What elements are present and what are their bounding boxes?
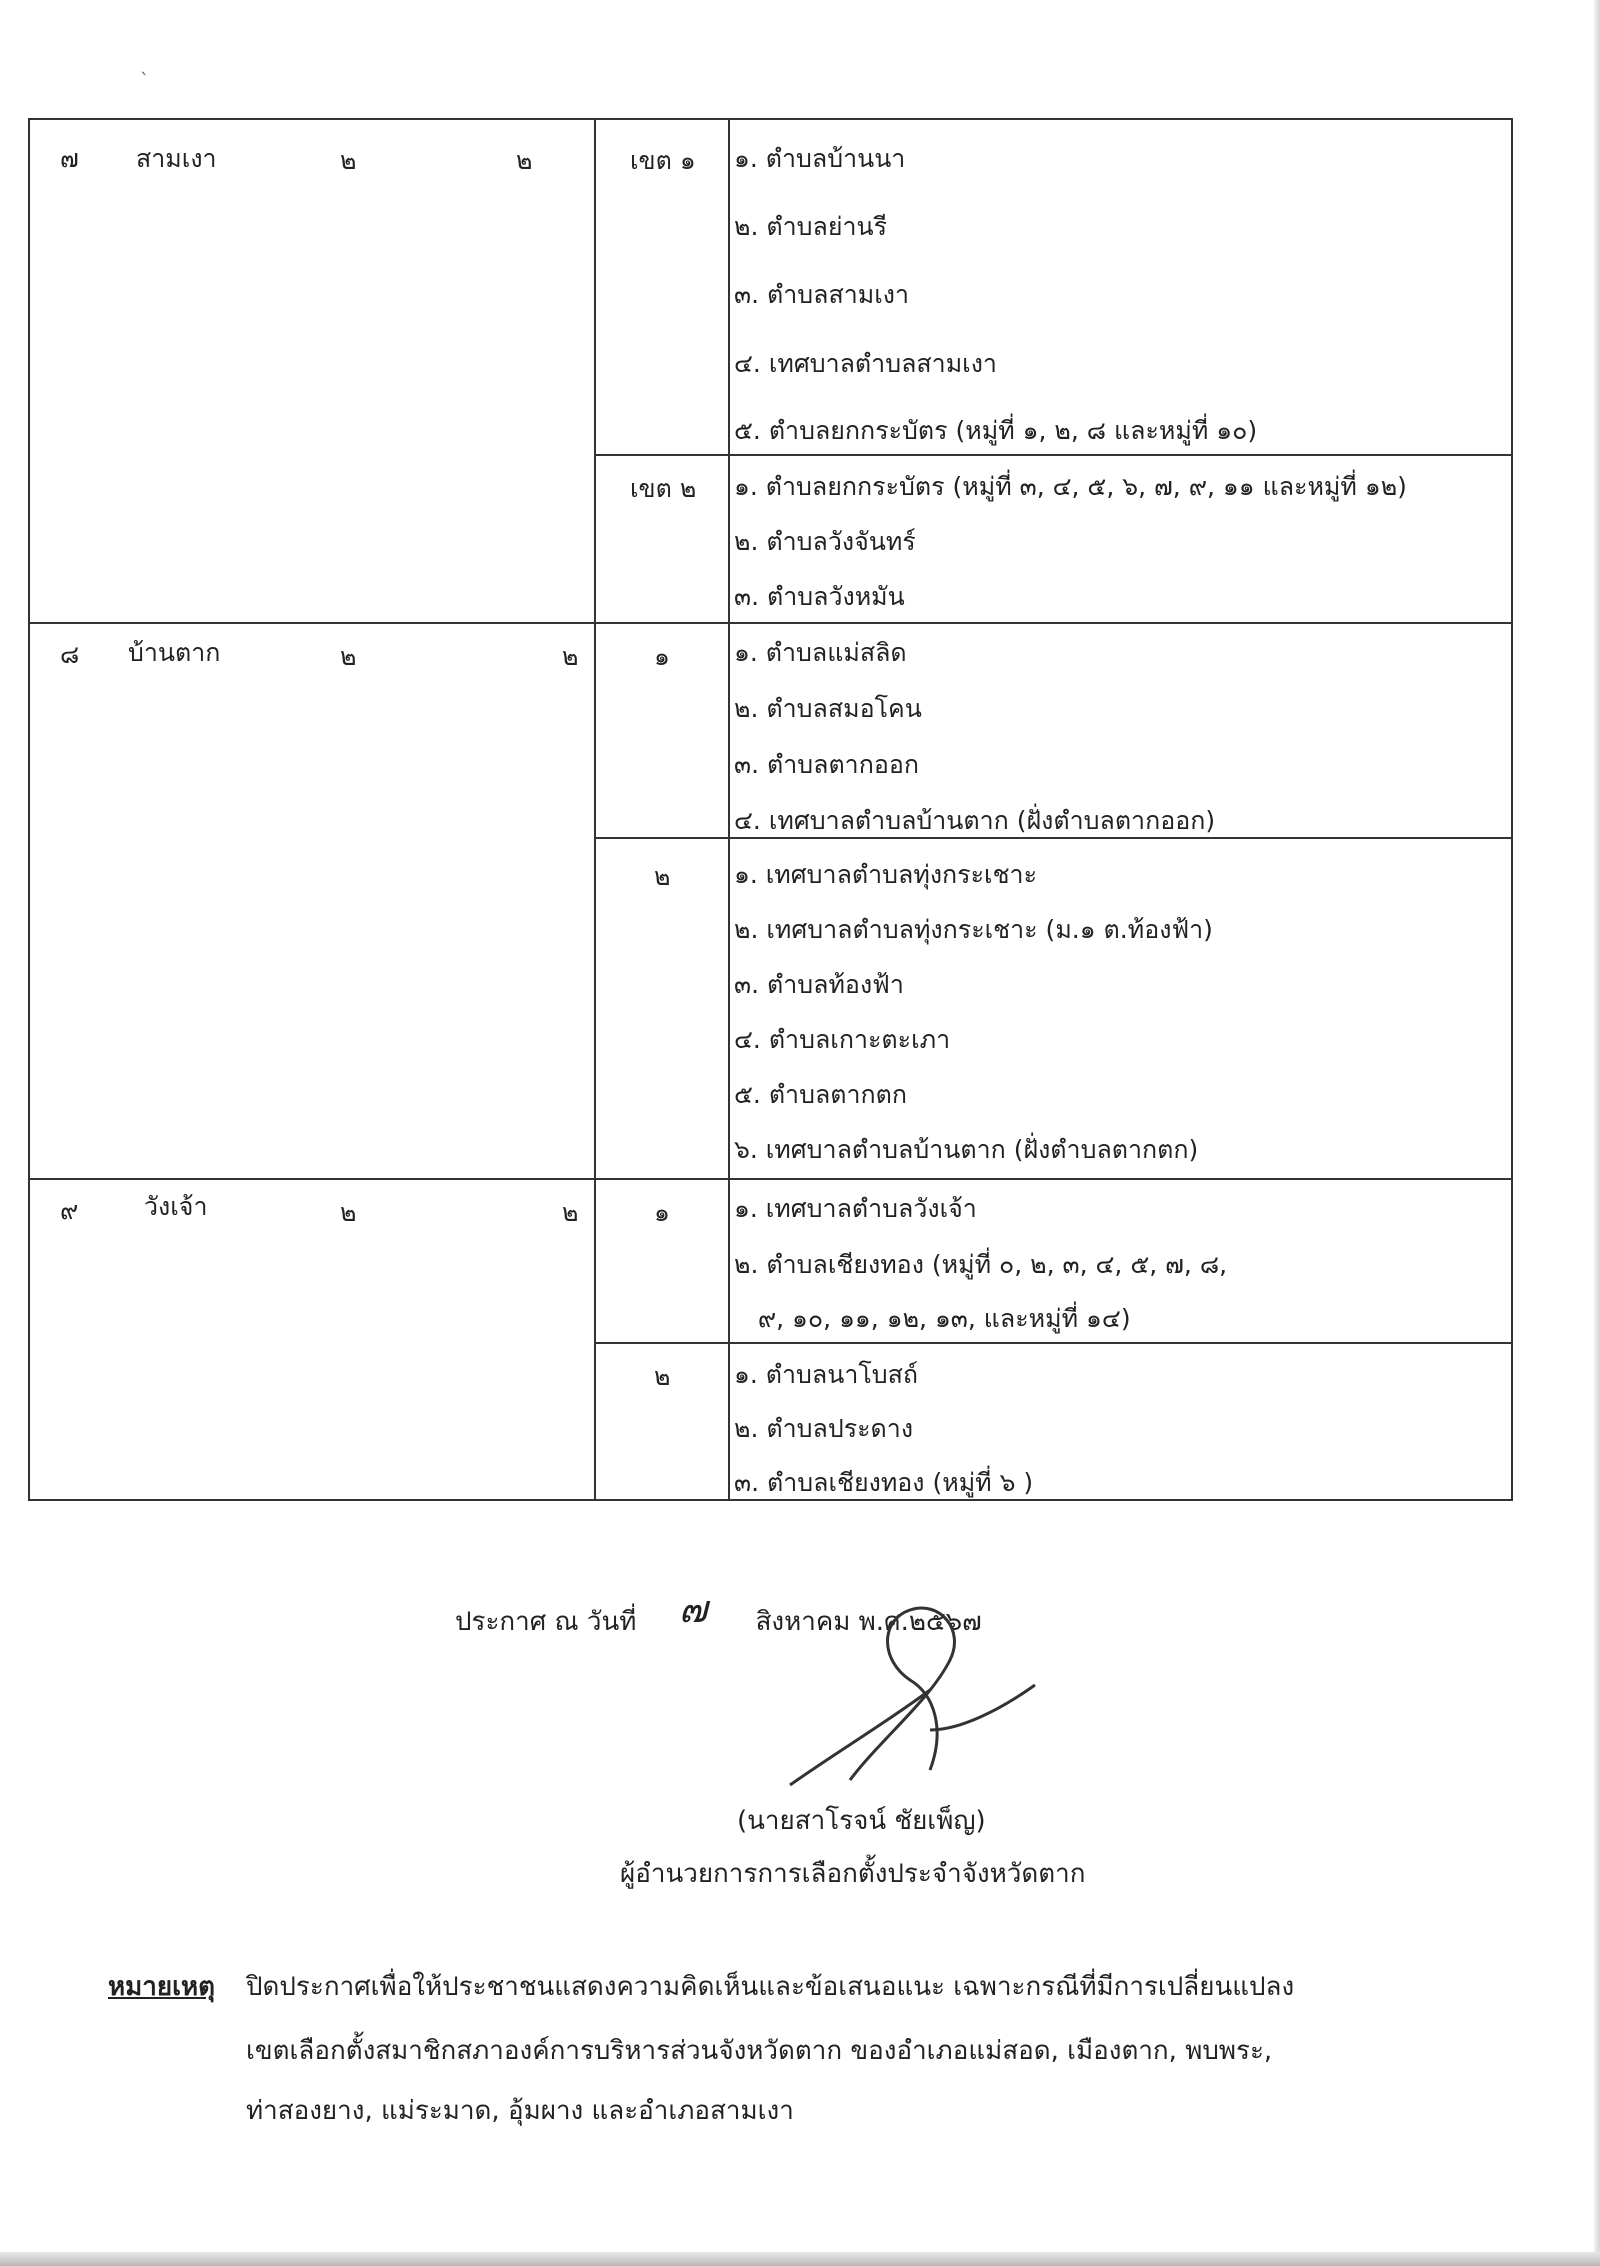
area-item: ๒. ตำบลประดาง — [734, 1414, 914, 1443]
note-label: หมายเหตุ — [108, 1972, 216, 2002]
note-text-line: ปิดประกาศเพื่อให้ประชาชนแสดงความคิดเห็นและข้อเสนอแนะ เฉพาะกรณีที่มีการเปลี่ยนแปลง — [246, 1972, 1295, 2002]
area-item: ๕. ตำบลยกกระบัตร (หมู่ที่ ๑, ๒, ๘ และหมู่ที่ ๑๐) — [734, 416, 1258, 445]
area-item: ๓. ตำบลเชียงทอง (หมู่ที่ ๖ ) — [734, 1468, 1034, 1497]
district-total: ๒ — [340, 146, 357, 175]
district-zone-count: ๒ — [562, 642, 579, 671]
announcement-month-year: สิงหาคม พ.ศ.๒๕๖๗ — [755, 1607, 982, 1637]
district-zone-count: ๒ — [562, 1198, 579, 1227]
area-item: ๒. ตำบลย่านรี — [734, 212, 888, 241]
announcement-prefix: ประกาศ ณ วันที่ — [455, 1607, 637, 1637]
row-divider-district — [28, 1178, 1513, 1180]
district-zone-count: ๒ — [516, 146, 533, 175]
row-number: ๙ — [60, 1196, 79, 1225]
signature-icon — [760, 1580, 1060, 1800]
row-number: ๘ — [60, 640, 80, 669]
area-item: ๑. ตำบลยกกระบัตร (หมู่ที่ ๓, ๔, ๕, ๖, ๗, ๙, ๑๑ และหมู่ที่ ๑๒) — [734, 472, 1407, 501]
col-divider-area — [728, 118, 730, 1501]
zone-label: ๑ — [654, 1198, 670, 1227]
area-item: ๒. เทศบาลตำบลทุ่งกระเชาะ (ม.๑ ต.ท้องฟ้า) — [734, 915, 1213, 944]
area-item: ๓. ตำบลตากออก — [734, 750, 920, 779]
row-divider-district — [28, 622, 1513, 624]
district-total: ๒ — [340, 642, 357, 671]
district-name: บ้านตาก — [128, 638, 221, 667]
area-item: ๑. ตำบลแม่สลิด — [734, 638, 907, 667]
area-item: ๑. ตำบลนาโบสถ์ — [734, 1360, 919, 1389]
row-divider-zone — [594, 837, 1513, 839]
district-name: สามเงา — [136, 144, 217, 173]
zone-label: ๒ — [654, 1362, 671, 1391]
row-number: ๗ — [60, 144, 79, 173]
row-divider-zone — [594, 454, 1513, 456]
area-item: ๔. เทศบาลตำบลบ้านตาก (ฝั่งตำบลตากออก) — [734, 806, 1216, 835]
zone-label: ๒ — [654, 862, 671, 891]
area-item: ๓. ตำบลวังหมัน — [734, 582, 905, 611]
area-item: ๒. ตำบลวังจันทร์ — [734, 527, 916, 556]
signer-title: ผู้อำนวยการการเลือกตั้งประจำจังหวัดตาก — [620, 1859, 1086, 1889]
row-divider-zone — [594, 1342, 1513, 1344]
page-bottom-shadow — [0, 2252, 1600, 2266]
area-item: ๒. ตำบลสมอโคน — [734, 694, 922, 723]
area-item: ๓. ตำบลท้องฟ้า — [734, 970, 904, 999]
area-item: ๖. เทศบาลตำบลบ้านตาก (ฝั่งตำบลตากตก) — [734, 1135, 1199, 1164]
signer-name: (นายสาโรจน์ ชัยเพ็ญ) — [737, 1806, 986, 1836]
area-item: ๕. ตำบลตากตก — [734, 1080, 908, 1109]
note-text-line: ท่าสองยาง, แม่ระมาด, อุ้มผาง และอำเภอสามเงา — [246, 2096, 794, 2126]
area-item: ๓. ตำบลสามเงา — [734, 280, 910, 309]
page-edge-shadow — [1594, 0, 1600, 2266]
area-item: ๔. ตำบลเกาะตะเภา — [734, 1025, 951, 1054]
note-text-line: เขตเลือกตั้งสมาชิกสภาองค์การบริหารส่วนจังหวัดตาก ของอำเภอแม่สอด, เมืองตาก, พบพระ, — [246, 2036, 1273, 2066]
district-total: ๒ — [340, 1198, 357, 1227]
announcement-day: ๗ — [678, 1587, 708, 1631]
area-item: ๒. ตำบลเชียงทอง (หมู่ที่ ๐, ๒, ๓, ๔, ๕, ๗, ๘, — [734, 1250, 1228, 1279]
area-item: ๑. เทศบาลตำบลวังเจ้า — [734, 1194, 977, 1223]
scan-mark: ˋ — [140, 70, 149, 91]
zone-label: เขต ๒ — [630, 474, 697, 503]
area-item: ๔. เทศบาลตำบลสามเงา — [734, 349, 997, 378]
zone-label: เขต ๑ — [630, 146, 696, 175]
zone-label: ๑ — [654, 642, 670, 671]
col-divider-zone — [594, 118, 596, 1501]
area-item: ๙, ๑๐, ๑๑, ๑๒, ๑๓, และหมู่ที่ ๑๔) — [734, 1304, 1131, 1333]
area-item: ๑. เทศบาลตำบลทุ่งกระเชาะ — [734, 860, 1038, 889]
district-name: วังเจ้า — [144, 1192, 208, 1221]
area-item: ๑. ตำบลบ้านนา — [734, 144, 906, 173]
